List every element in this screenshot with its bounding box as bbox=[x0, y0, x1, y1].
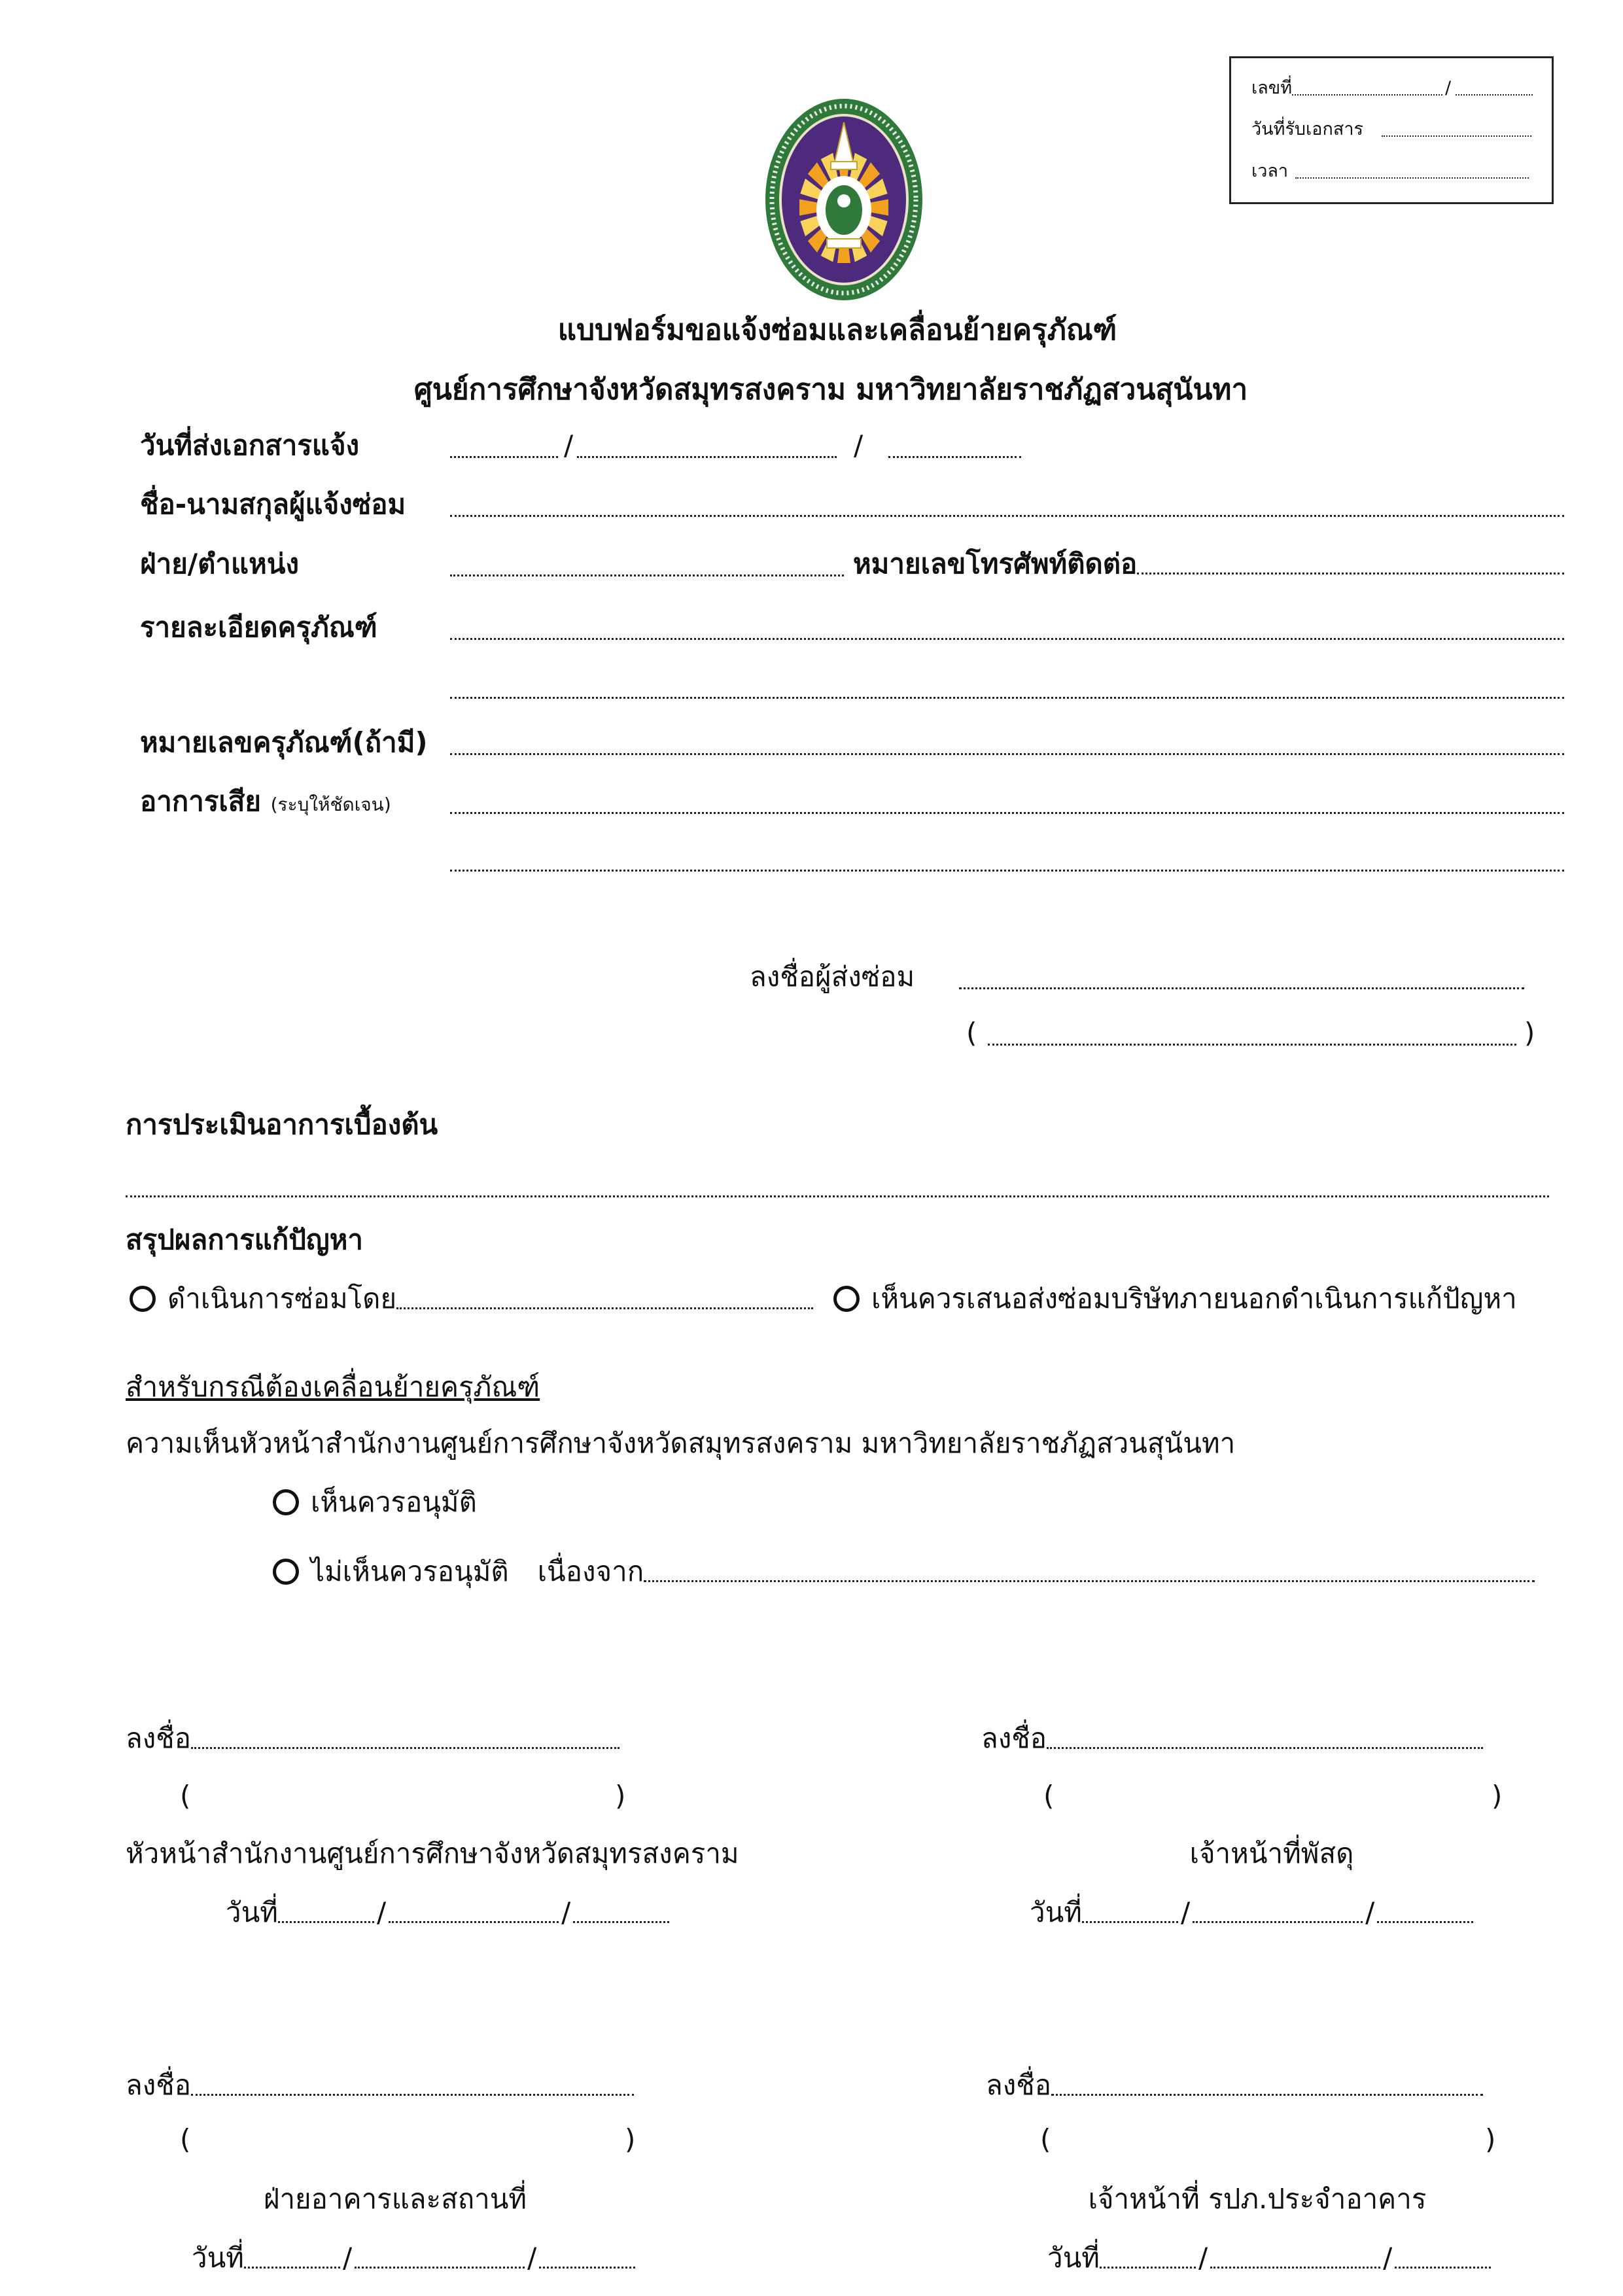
form-subtitle: ศูนย์การศึกษาจังหวัดสมุทรสงคราม มหาวิทยาลัยราชภัฏสวนสุนันทา bbox=[413, 373, 1248, 406]
supply-officer-role: เจ้าหน้าที่พัสดุ bbox=[1189, 1837, 1354, 1869]
security-officer-role: เจ้าหน้าที่ รปภ.ประจำอาคาร bbox=[1088, 2183, 1427, 2215]
symptom-field-2[interactable] bbox=[450, 870, 1564, 872]
internal-repair-field[interactable] bbox=[396, 1307, 813, 1309]
department-label: ฝ่าย/ตำแหน่ง bbox=[140, 548, 299, 580]
sign-label: ลงชื่อ bbox=[126, 2069, 191, 2101]
date-day-field[interactable] bbox=[244, 2267, 340, 2269]
sign-label: ลงชื่อ bbox=[986, 2069, 1051, 2101]
sign-label: ลงชื่อ bbox=[126, 1722, 191, 1754]
internal-repair-label: ดำเนินการซ่อมโดย bbox=[167, 1282, 397, 1315]
submit-day-field[interactable] bbox=[450, 456, 558, 458]
date-sep: / bbox=[854, 429, 864, 461]
radio-reject[interactable] bbox=[273, 1559, 299, 1585]
date-month-field[interactable] bbox=[389, 1921, 559, 1923]
equipment-detail-label: รายละเอียดครุภัณฑ์ bbox=[140, 611, 377, 643]
head-signature-field[interactable] bbox=[191, 1747, 620, 1749]
date-month-field[interactable] bbox=[1193, 1921, 1363, 1923]
date-day-field[interactable] bbox=[1100, 2267, 1196, 2269]
equipment-number-label: หมายเลขครุภัณฑ์(ถ้ามี) bbox=[140, 726, 428, 758]
facilities-signature-field[interactable] bbox=[191, 2094, 634, 2096]
date-year-field[interactable] bbox=[1395, 2267, 1491, 2269]
date-month-field[interactable] bbox=[1210, 2267, 1380, 2269]
close-paren: ) bbox=[1492, 1780, 1503, 1812]
close-paren: ) bbox=[625, 2123, 636, 2155]
security-signature-field[interactable] bbox=[1051, 2094, 1483, 2096]
date-label: วันที่ bbox=[192, 2242, 244, 2274]
submit-year-field[interactable] bbox=[888, 456, 1021, 458]
date-sep: / bbox=[1198, 2242, 1208, 2274]
reason-label: เนื่องจาก bbox=[537, 1555, 644, 1587]
reject-label: ไม่เห็นควรอนุมัติ bbox=[311, 1555, 509, 1587]
date-sep: / bbox=[342, 2242, 353, 2274]
date-sep: / bbox=[1180, 1896, 1191, 1928]
date-label: วันที่ bbox=[226, 1896, 278, 1928]
assessment-field[interactable] bbox=[126, 1195, 1549, 1197]
radio-external-repair[interactable] bbox=[833, 1286, 860, 1312]
radio-approve[interactable] bbox=[273, 1489, 299, 1515]
head-role: หัวหน้าสำนักงานศูนย์การศึกษาจังหวัดสมุทรสงคราม bbox=[126, 1837, 739, 1869]
date-sep: / bbox=[376, 1896, 387, 1928]
time-label: เวลา bbox=[1251, 161, 1289, 181]
received-date-field[interactable] bbox=[1382, 135, 1531, 137]
symptom-field[interactable] bbox=[450, 812, 1564, 814]
date-day-field[interactable] bbox=[278, 1921, 374, 1923]
submit-date-label: วันที่ส่งเอกสารแจ้ง bbox=[140, 429, 360, 461]
close-paren: ) bbox=[1524, 1017, 1535, 1049]
submit-month-field[interactable] bbox=[577, 456, 837, 458]
date-year-field[interactable] bbox=[573, 1921, 669, 1923]
close-paren: ) bbox=[1485, 2123, 1496, 2155]
sender-signature-label: ลงชื่อผู้ส่งซ่อม bbox=[750, 961, 915, 993]
university-seal-logo bbox=[763, 96, 925, 303]
sign-label: ลงชื่อ bbox=[981, 1722, 1047, 1754]
external-repair-label: เห็นควรเสนอส่งซ่อมบริษัทภายนอกดำเนินการแก้ปัญหา bbox=[871, 1282, 1517, 1315]
supply-signature-field[interactable] bbox=[1047, 1747, 1483, 1749]
requester-name-label: ชื่อ-นามสกุลผู้แจ้งซ่อม bbox=[140, 488, 406, 520]
date-label: วันที่ bbox=[1030, 1896, 1082, 1928]
received-date-label: วันที่รับเอกสาร bbox=[1251, 119, 1363, 139]
symptom-note: (ระบุให้ชัดเจน) bbox=[270, 794, 391, 815]
open-paren: ( bbox=[180, 1780, 191, 1812]
equipment-detail-field[interactable] bbox=[450, 638, 1564, 640]
reason-field[interactable] bbox=[644, 1580, 1535, 1582]
receipt-number-field[interactable] bbox=[1292, 94, 1442, 96]
approve-label: เห็นควรอนุมัติ bbox=[311, 1486, 477, 1518]
phone-field[interactable] bbox=[1137, 573, 1564, 574]
date-sep: / bbox=[1383, 2242, 1393, 2274]
symptom-label bbox=[140, 782, 391, 821]
date-month-field[interactable] bbox=[355, 2267, 525, 2269]
receipt-number-sep: / bbox=[1445, 78, 1452, 98]
open-paren: ( bbox=[966, 1017, 977, 1049]
close-paren: ) bbox=[615, 1780, 626, 1812]
date-day-field[interactable] bbox=[1082, 1921, 1178, 1923]
date-year-field[interactable] bbox=[539, 2267, 635, 2269]
assessment-heading: การประเมินอาการเบื้องต้น bbox=[126, 1108, 438, 1140]
equipment-detail-field-2[interactable] bbox=[450, 697, 1564, 699]
head-opinion-label: ความเห็นหัวหน้าสำนักงานศูนย์การศึกษาจังหวัดสมุทรสงคราม มหาวิทยาลัยราชภัฏสวนสุนันทา bbox=[126, 1427, 1236, 1459]
date-label: วันที่ bbox=[1047, 2242, 1100, 2274]
date-sep: / bbox=[1365, 1896, 1375, 1928]
date-sep: / bbox=[561, 1896, 571, 1928]
open-paren: ( bbox=[180, 2123, 191, 2155]
relocation-heading: สำหรับกรณีต้องเคลื่อนย้ายครุภัณฑ์ bbox=[126, 1371, 540, 1403]
phone-label: หมายเลขโทรศัพท์ติดต่อ bbox=[853, 548, 1138, 580]
symptom-label-text: อาการเสีย bbox=[140, 785, 261, 817]
open-paren: ( bbox=[1043, 1780, 1055, 1812]
sender-signature-field[interactable] bbox=[959, 987, 1524, 989]
equipment-number-field[interactable] bbox=[450, 753, 1564, 755]
sender-name-field[interactable] bbox=[988, 1044, 1516, 1046]
radio-internal-repair[interactable] bbox=[130, 1286, 156, 1312]
requester-name-field[interactable] bbox=[450, 515, 1564, 517]
open-paren: ( bbox=[1040, 2123, 1051, 2155]
date-sep: / bbox=[564, 429, 574, 461]
form-title: แบบฟอร์มขอแจ้งซ่อมและเคลื่อนย้ายครุภัณฑ์ bbox=[557, 313, 1117, 347]
receipt-number-label: เลขที่ bbox=[1251, 78, 1293, 98]
receipt-year-field[interactable] bbox=[1456, 94, 1533, 96]
facilities-role: ฝ่ายอาคารและสถานที่ bbox=[263, 2183, 527, 2215]
department-field[interactable] bbox=[450, 574, 844, 576]
date-sep: / bbox=[527, 2242, 537, 2274]
time-field[interactable] bbox=[1295, 177, 1529, 179]
date-year-field[interactable] bbox=[1377, 1921, 1473, 1923]
resolution-heading: สรุปผลการแก้ปัญหา bbox=[126, 1224, 363, 1256]
